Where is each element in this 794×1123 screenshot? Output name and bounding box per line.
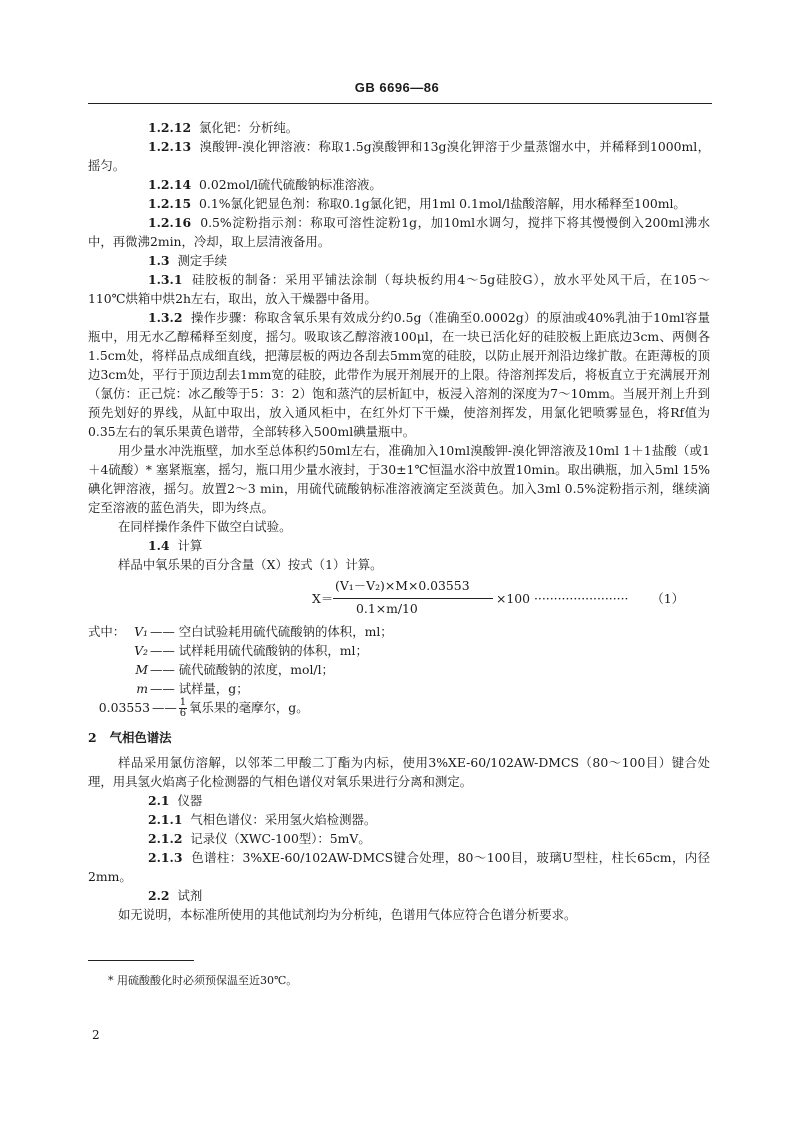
item-text: 氯化钯：分析纯。 — [199, 120, 299, 135]
fraction-top: 1 — [179, 697, 187, 708]
heading-2-2 — [88, 886, 710, 905]
where-row-m-lower — [88, 679, 710, 698]
where-description: —— 硫代硫酸钠的浓度，mol/l； — [150, 662, 334, 677]
where-dash: —— — [152, 700, 177, 715]
formula-tag: （1） — [651, 591, 684, 606]
heading-1-3 — [88, 251, 710, 270]
formula-rhs: ×100 ························ — [496, 591, 629, 606]
item-number: 2 — [88, 730, 97, 745]
document-body — [88, 118, 710, 924]
heading-text: 试剂 — [177, 888, 203, 903]
where-row-v2 — [88, 641, 710, 660]
heading-text: 计算 — [177, 538, 203, 553]
paragraph-gc-intro: 样品采用氯仿溶解，以邻苯二甲酸二丁酯为内标，使用3%XE-60/102AW-DMCS（80～100目）键合处理，用具氢火焰离子化检测器的气相色谱仪对氧乐果进行分离和测定。 — [88, 755, 710, 789]
where-row-m-upper — [88, 660, 710, 679]
where-intro: 式中： — [88, 624, 126, 639]
item-number: 2.2 — [148, 888, 170, 903]
item-number: 1.2.16 — [148, 215, 192, 230]
item-number: 2.1.2 — [148, 831, 183, 846]
item-number: 1.2.12 — [148, 120, 192, 135]
where-symbol: 0.03553 — [98, 700, 150, 715]
footnote: * 用硫酸酸化时必须预保温至近30℃。 — [108, 974, 298, 987]
formula-numerator: (V₁－V₂)×M×0.03553 — [335, 578, 470, 593]
formula-denominator: 0.1×m/10 — [356, 601, 418, 616]
item-text: 0.5%淀粉指示剂：称取可溶性淀粉1g，加10ml水调匀，搅拌下将其慢慢倒入200ml沸水中，再微沸2min，冷却，取上层清液备用。 — [88, 215, 710, 249]
fraction-bottom: 6 — [179, 708, 187, 719]
paragraph-reagents: 如无说明，本标准所使用的其他试剂均为分析纯，色谱用气体应符合色谱分析要求。 — [118, 907, 577, 922]
item-2-1-1 — [88, 810, 710, 829]
item-1-2-12 — [88, 118, 710, 137]
where-symbol: V₂ — [134, 643, 148, 658]
where-row-v1 — [88, 622, 710, 641]
where-symbol: M — [135, 662, 148, 677]
where-description: —— 空白试验耗用硫代硫酸钠的体积，ml； — [150, 624, 393, 639]
item-text: 硅胶板的制备：采用平铺法涂制（每块板约用4～5g硅胶G），放水平处风干后，在105～110℃烘箱中烘2h左右，取出，放入干燥器中备用。 — [88, 272, 710, 306]
item-number: 1.2.15 — [148, 196, 192, 211]
paragraph-calculation: 样品中氧乐果的百分含量（X）按式（1）计算。 — [118, 557, 383, 572]
item-number: 2.1.1 — [148, 812, 183, 827]
heading-2-1 — [88, 791, 710, 810]
item-text: 溴酸钾-溴化钾溶液：称取1.5g溴酸钾和13g溴化钾溶于少量蒸馏水中，并稀释到1000ml，摇匀。 — [88, 139, 710, 173]
item-number: 2.1.3 — [148, 850, 183, 865]
where-description-text: 氧乐果的毫摩尔，g。 — [189, 700, 309, 715]
where-description: —— 试样耗用硫代硫酸钠的体积，ml； — [150, 643, 368, 658]
heading-text: 仪器 — [177, 793, 203, 808]
standard-number-header: GB 6696—86 — [354, 80, 440, 95]
item-1-2-14 — [88, 175, 710, 194]
item-number: 1.3.2 — [148, 310, 183, 325]
item-text: 0.02mol/l硫代硫酸钠标准溶液。 — [199, 177, 382, 192]
paragraph-blank-test: 在同样操作条件下做空白试验。 — [118, 519, 292, 534]
footnote-rule — [88, 960, 194, 961]
item-number: 1.4 — [148, 538, 170, 553]
item-number: 1.2.14 — [148, 177, 192, 192]
formula-lhs: X＝ — [312, 591, 334, 606]
heading-2 — [88, 728, 710, 747]
item-1-2-15 — [88, 194, 710, 213]
heading-text: 测定手续 — [177, 253, 228, 268]
item-number: 1.3 — [148, 253, 170, 268]
item-2-1-3 — [88, 848, 710, 886]
item-text: 色谱柱：3%XE-60/102AW-DMCS键合处理，80～100目，玻璃U型柱，柱长65cm，内径2mm。 — [88, 850, 710, 884]
where-symbol: m — [136, 681, 148, 696]
heading-1-4 — [88, 536, 710, 555]
item-number: 1.2.13 — [148, 139, 192, 154]
fraction-one-sixth — [179, 698, 187, 719]
where-description — [152, 698, 309, 719]
item-text: 操作步骤：称取含氧乐果有效成分约0.5g（准确至0.0002g）的原油或40%乳油于10ml容量瓶中，用无水乙醇稀释至刻度，摇匀。吸取该乙醇溶液100μl，在一块已活化好的硅胶板上距底边3cm、两侧各1.5cm处，将样品点成细直线，把薄层板的两边各刮去5mm宽的硅胶，以防止展开剂沿边缘扩散。在距薄板的顶边3cm处，平行于顶边刮去1mm宽的硅胶，此带作为展开剂展开的上限。待溶剂挥发后，将板直立于充满展开剂（氯仿：正己烷：冰乙酸等于5：3：2）饱和蒸汽的层析缸中，板浸入溶剂的深度为7～10mm。当展开剂上升到预先划好的界线，从缸中取出，放入通风柜中，在红外灯下干燥，使溶剂挥发，用氯化钯喷雾显色，将Rf值为0.35左右的氧乐果黄色谱带，全部转移入500ml碘量瓶中。 — [88, 310, 710, 439]
item-2-1-2 — [88, 829, 710, 848]
item-1-2-13 — [88, 137, 710, 175]
item-1-2-16 — [88, 213, 710, 251]
item-text: 记录仪（XWC-100型）：5mV。 — [190, 831, 371, 846]
item-number: 1.3.1 — [148, 272, 183, 287]
item-number: 2.1 — [148, 793, 170, 808]
formula-1 — [88, 576, 710, 620]
heading-text: 气相色谱法 — [109, 730, 172, 745]
paragraph-titration: 用少量水冲洗瓶壁，加水至总体积约50ml左右，准确加入10ml溴酸钾-溴化钾溶液及10ml 1＋1盐酸（或1＋4硫酸）* 塞紧瓶塞，摇匀，瓶口用少量水液封，于30±1℃恒温水浴中放置10min。取出碘瓶，加入5ml 15%碘化钾溶液，摇匀。放置2～3 min，用硫代硫酸钠标准溶液滴定至淡黄色。加入3ml 0.5%淀粉指示剂，继续滴定至溶液的蓝色消失，即为终点。 — [88, 443, 710, 515]
where-symbol: V₁ — [134, 624, 148, 639]
item-1-3-2 — [88, 308, 710, 441]
item-text: 气相色谱仪：采用氢火焰检测器。 — [190, 812, 377, 827]
item-1-3-1 — [88, 270, 710, 308]
item-text: 0.1%氯化钯显色剂：称取0.1g氯化钯，用1ml 0.1mol/l盐酸溶解，用水稀释至100ml。 — [199, 196, 686, 211]
where-row-constant — [88, 698, 710, 722]
page-number: 2 — [92, 1028, 100, 1042]
header-rule — [88, 103, 712, 104]
where-description: —— 试样量，g； — [150, 681, 249, 696]
